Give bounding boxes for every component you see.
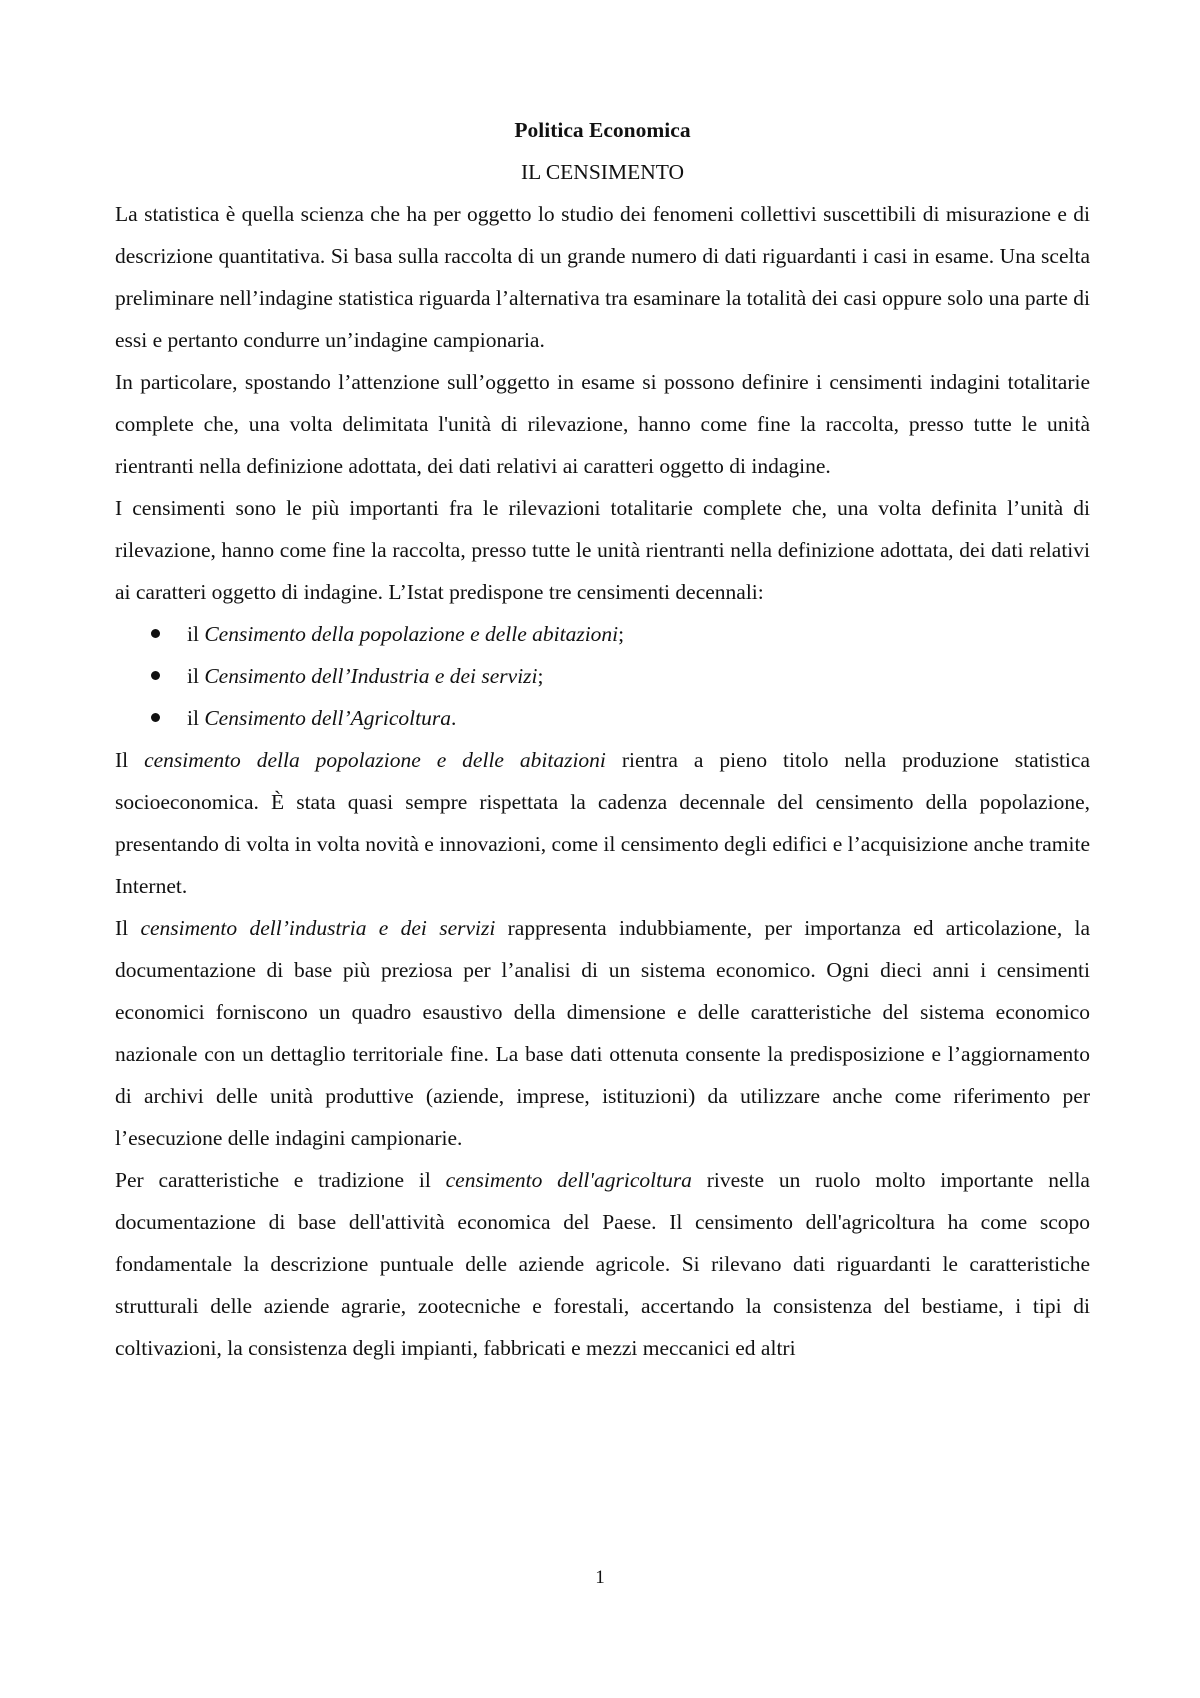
paragraph-definition: In particolare, spostando l’attenzione sull’oggetto in esame si possono definire i censimenti indagini totalitarie complete che, una volta delimitata l'unità di rilevazione, hanno come fine la raccolta, presso tutte le unità rientranti nella definizione adottata, dei dati relativi ai caratteri oggetto di indagine. [115,370,1090,478]
list-item: il Censimento della popolazione e delle abitazioni; [115,613,1090,655]
bullet-icon [151,671,160,680]
paragraph-agricoltura: Per caratteristiche e tradizione il censimento dell'agricoltura riveste un ruolo molto importante nella documentazione di base dell'attività economica del Paese. Il censimento dell'agricoltura ha come scopo fondamentale la descrizione puntuale delle aziende agricole. Si rilevano dati riguardanti le caratteristiche strutturali delle aziende agrarie, zootecniche e forestali, accertando la consistenza del bestiame, i tipi di coltivazioni, la consistenza degli impianti, fabbricati e mezzi meccanici ed altri [115,1168,1090,1360]
paragraph-industria: Il censimento dell’industria e dei servizi rappresenta indubbiamente, per importanza ed articolazione, la documentazione di base più preziosa per l’analisi di un sistema economico. Ogni dieci anni i censimenti economici forniscono un quadro esaustivo della dimensione e delle caratteristiche del sistema economico nazionale con un dettaglio territoriale fine. La base dati ottenuta consente la predisposizione e l’aggiornamento di archivi delle unità produttive (aziende, imprese, istituzioni) da utilizzare anche come riferimento per l’esecuzione delle indagini campionarie. [115,916,1091,1150]
document-title: Politica Economica [514,118,691,142]
page-content [115,109,1090,1369]
section-title: IL CENSIMENTO [520,160,685,184]
bullet-icon [151,629,160,638]
paragraph-censimenti: I censimenti sono le più importanti fra le rilevazioni totalitarie complete che, una volta definita l’unità di rilevazione, hanno come fine la raccolta, presso tutte le unità rientranti nella definizione adottata, dei dati relativi ai caratteri oggetto di indagine. L’Istat predispone tre censimenti decennali: [115,496,1090,604]
census-list [115,613,1090,739]
paragraph-popolazione: Il censimento della popolazione e delle abitazioni rientra a pieno titolo nella produzione statistica socioeconomica. È stata quasi sempre rispettata la cadenza decennale del censimento della popolazione, presentando di volta in volta novità e innovazioni, come il censimento degli edifici e l’acquisizione anche tramite Internet. [115,748,1090,898]
bullet-icon [151,713,160,722]
list-item: il Censimento dell’Industria e dei servizi; [115,655,1090,697]
paragraph-intro: La statistica è quella scienza che ha per oggetto lo studio dei fenomeni collettivi suscettibili di misurazione e di descrizione quantitativa. Si basa sulla raccolta di un grande numero di dati riguardanti i casi in esame. Una scelta preliminare nell’indagine statistica riguarda l’alternativa tra esaminare la totalità dei casi oppure solo una parte di essi e pertanto condurre un’indagine campionaria. [115,202,1090,352]
list-item: il Censimento dell’Agricoltura. [115,697,1090,739]
page-number: 1 [595,1567,605,1588]
